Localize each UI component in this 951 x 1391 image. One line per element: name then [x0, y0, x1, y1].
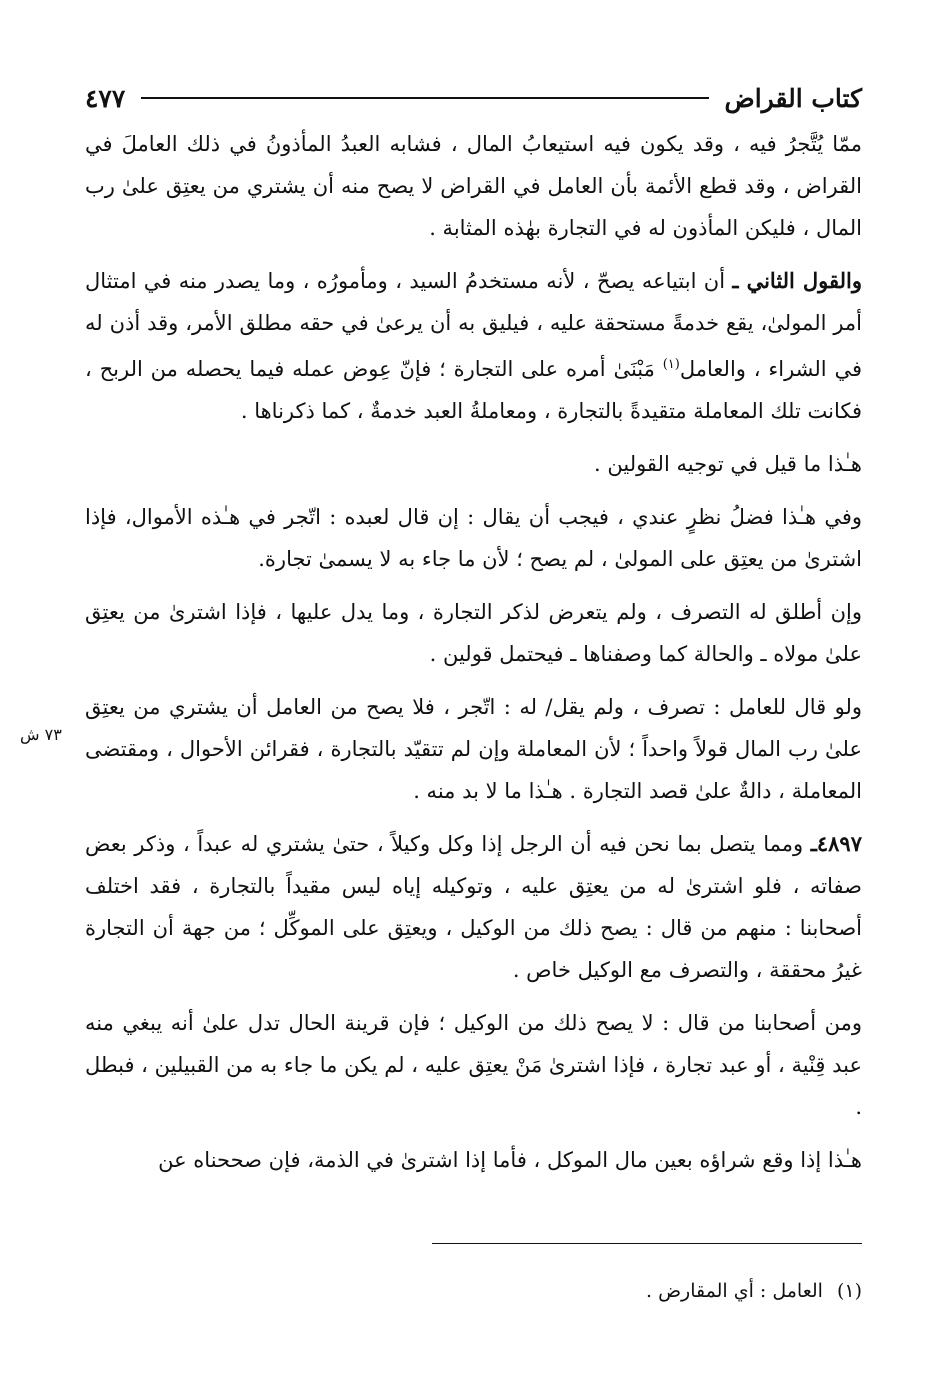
margin-manuscript-ref: ٧٣ ش	[20, 725, 62, 744]
paragraph-text: ومما يتصل بما نحن فيه أن الرجل إذا وكل وكيلاً ، حتىٰ يشتري له عبداً ، وذكر بعض صفاته ، فلو اشترىٰ له من يعتِق عليه ، وتوكيله إياه ليس مقيداً بالتجارة ، فقد اختلف أصحابنا : منهم من قال : يصح ذلك من الوكيل ، ويعتِق على الموكِّل ؛ من جهة أن التجارة غيرُ محققة ، والتصرف مع الوكيل خاص .	[85, 832, 862, 982]
footnote-separator	[432, 1243, 862, 1244]
paragraph-9	[85, 1139, 862, 1181]
paragraph-text: ولو قال للعامل : تصرف ، ولم يقل/ له : اتّجر ، فلا يصح من العامل أن يشتري من يعتِق علىٰ رب المال قولاً واحداً ؛ لأن المعاملة وإن لم تتقيّد بالتجارة ، فقرائن الأحوال ، ومقتضى المعاملة ، دالةٌ علىٰ قصد التجارة . هـٰذا ما لا بد منه .	[85, 695, 862, 803]
paragraph-text-continued: مَبْنَىٰ أمره على التجارة ؛ فإنّ عِوض عمله فيما يحصله من الربح ، فكانت تلك المعاملة متقيدةً بالتجارة ، ومعاملةُ العبد خدمةٌ ، كما ذكرناها .	[85, 357, 862, 423]
paragraph-text: هـٰذا إذا وقع شراؤه بعين مال الموكل ، فأما إذا اشترىٰ في الذمة، فإن صححناه عن	[158, 1148, 862, 1172]
paragraph-text: وإن أطلق له التصرف ، ولم يتعرض لذكر التجارة ، وما يدل عليها ، فإذا اشترىٰ من يعتِق علىٰ مولاه ـ والحالة كما وصفناها ـ فيحتمل قولين .	[85, 600, 862, 666]
paragraph-text: وفي هـٰذا فضلُ نظرٍ عندي ، فيجب أن يقال : إن قال لعبده : اتّجر في هـٰذه الأموال، فإذا اشترىٰ من يعتِق على المولىٰ ، لم يصح ؛ لأن ما جاء به لا يسمىٰ تجارة.	[85, 505, 862, 571]
paragraph-number: ٤٨٩٧ـ	[810, 831, 862, 856]
paragraph-1	[85, 123, 862, 249]
paragraph-2	[85, 260, 862, 432]
footnote	[85, 1274, 862, 1308]
footnote-marker: (١)	[662, 357, 680, 372]
running-title: كتاب القراض	[724, 83, 862, 113]
footnote-text: العامل : أي المقارض .	[646, 1280, 823, 1302]
page-header	[85, 78, 862, 118]
paragraph-text: أن ابتياعه يصحّ ، لأنه مستخدمُ السيد ، ومأمورُه ، وما يصدر منه في امتثال أمر المولىٰ، يقع خدمةً مستحقة عليه ، فيليق به أن يرعىٰ في حقه مطلق الأمر، وقد أذن له في الشراء ، والعامل	[85, 269, 863, 381]
paragraph-5	[85, 591, 862, 675]
paragraph-lead: والقول الثاني ـ	[732, 268, 863, 293]
footnote-number: (١)	[836, 1280, 862, 1302]
paragraph-7	[85, 823, 862, 991]
paragraph-text: ممّا يُتَّجرُ فيه ، وقد يكون فيه استيعابُ المال ، فشابه العبدُ المأذونُ في ذلك العاملَ في القراض ، وقد قطع الأئمة بأن العامل في القراض لا يصح منه أن يشتري من يعتِق علىٰ رب المال ، فليكن المأذون له في التجارة بهٰذه المثابة .	[85, 132, 862, 240]
paragraph-text: ومن أصحابنا من قال : لا يصح ذلك من الوكيل ؛ فإن قرينة الحال تدل علىٰ أنه يبغي منه عبد قِنْية ، أو عبد تجارة ، فإذا اشترىٰ مَنْ يعتِق عليه ، لم يكن ما جاء به من القبيلين ، فبطل .	[85, 1011, 862, 1119]
main-text	[85, 123, 862, 1192]
paragraph-8	[85, 1002, 862, 1128]
paragraph-text: هـٰذا ما قيل في توجيه القولين .	[594, 452, 862, 476]
page-number: ٤٧٧	[85, 83, 126, 113]
paragraph-4	[85, 496, 862, 580]
paragraph-6	[85, 686, 862, 812]
paragraph-3	[85, 443, 862, 485]
header-rule	[141, 97, 708, 99]
